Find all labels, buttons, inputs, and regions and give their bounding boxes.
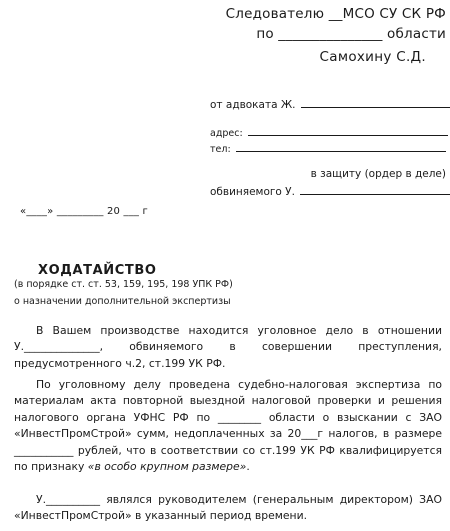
- body-paragraph-1: В Вашем производстве находится уголовное дело в отношении У.______________, обвиняемого в совершении преступления, предусмотренного ч.2, ст.199 УК РФ.: [14, 324, 442, 370]
- document-title: ХОДАТАЙСТВО: [38, 263, 157, 278]
- addressee-name: Самохину С.Д.: [319, 49, 426, 65]
- body-paragraph-3: У.__________ являлся руководителем (генеральным директором) ЗАО «ИнвестПромСтрой» в указанный период времени.: [14, 493, 442, 523]
- document-subject: о назначении дополнительной экспертизы: [14, 296, 231, 307]
- sender-from-row: [210, 98, 450, 111]
- sender-phone-row: [210, 142, 446, 155]
- addressee-line-region: по _______________ области: [256, 26, 446, 42]
- body-paragraph-2-emphasis: «в особо крупном размере»: [87, 460, 247, 474]
- document-legal-basis: (в порядке ст. ст. 53, 159, 195, 198 УПК РФ): [14, 279, 233, 290]
- body-paragraph-2: [14, 377, 442, 475]
- accused-row: [210, 185, 450, 198]
- sender-from-label: от адвоката Ж.: [210, 99, 296, 111]
- document-date: «____» _________ 20 ___ г: [20, 206, 148, 217]
- body-paragraph-2-end: .: [246, 460, 250, 474]
- sender-phone-blank: [236, 142, 446, 152]
- accused-name-blank: [300, 185, 450, 195]
- accused-label: обвиняемого У.: [210, 186, 295, 198]
- defense-order-note: в защиту (ордер в деле): [310, 168, 446, 180]
- sender-address-row: [210, 126, 448, 139]
- body-paragraph-2-text: По уголовному делу проведена судебно-налоговая экспертиза по материалам акта повторной выездной налоговой проверки и решения налогового органа УФНС РФ по ________ области о взыскании с ЗАО «ИнвестПромСтрой» сумм, недоплаченных за 20___г налогов, в размере ___________ рублей, что в соответствии со ст.199 УК РФ квалифицируется по признаку: [14, 378, 442, 474]
- sender-phone-label: тел:: [210, 144, 231, 155]
- sender-name-blank: [301, 98, 450, 108]
- addressee-line-investigator: Следователю __МСО СУ СК РФ: [225, 6, 446, 22]
- sender-address-blank: [248, 126, 448, 136]
- sender-address-label: адрес:: [210, 128, 243, 139]
